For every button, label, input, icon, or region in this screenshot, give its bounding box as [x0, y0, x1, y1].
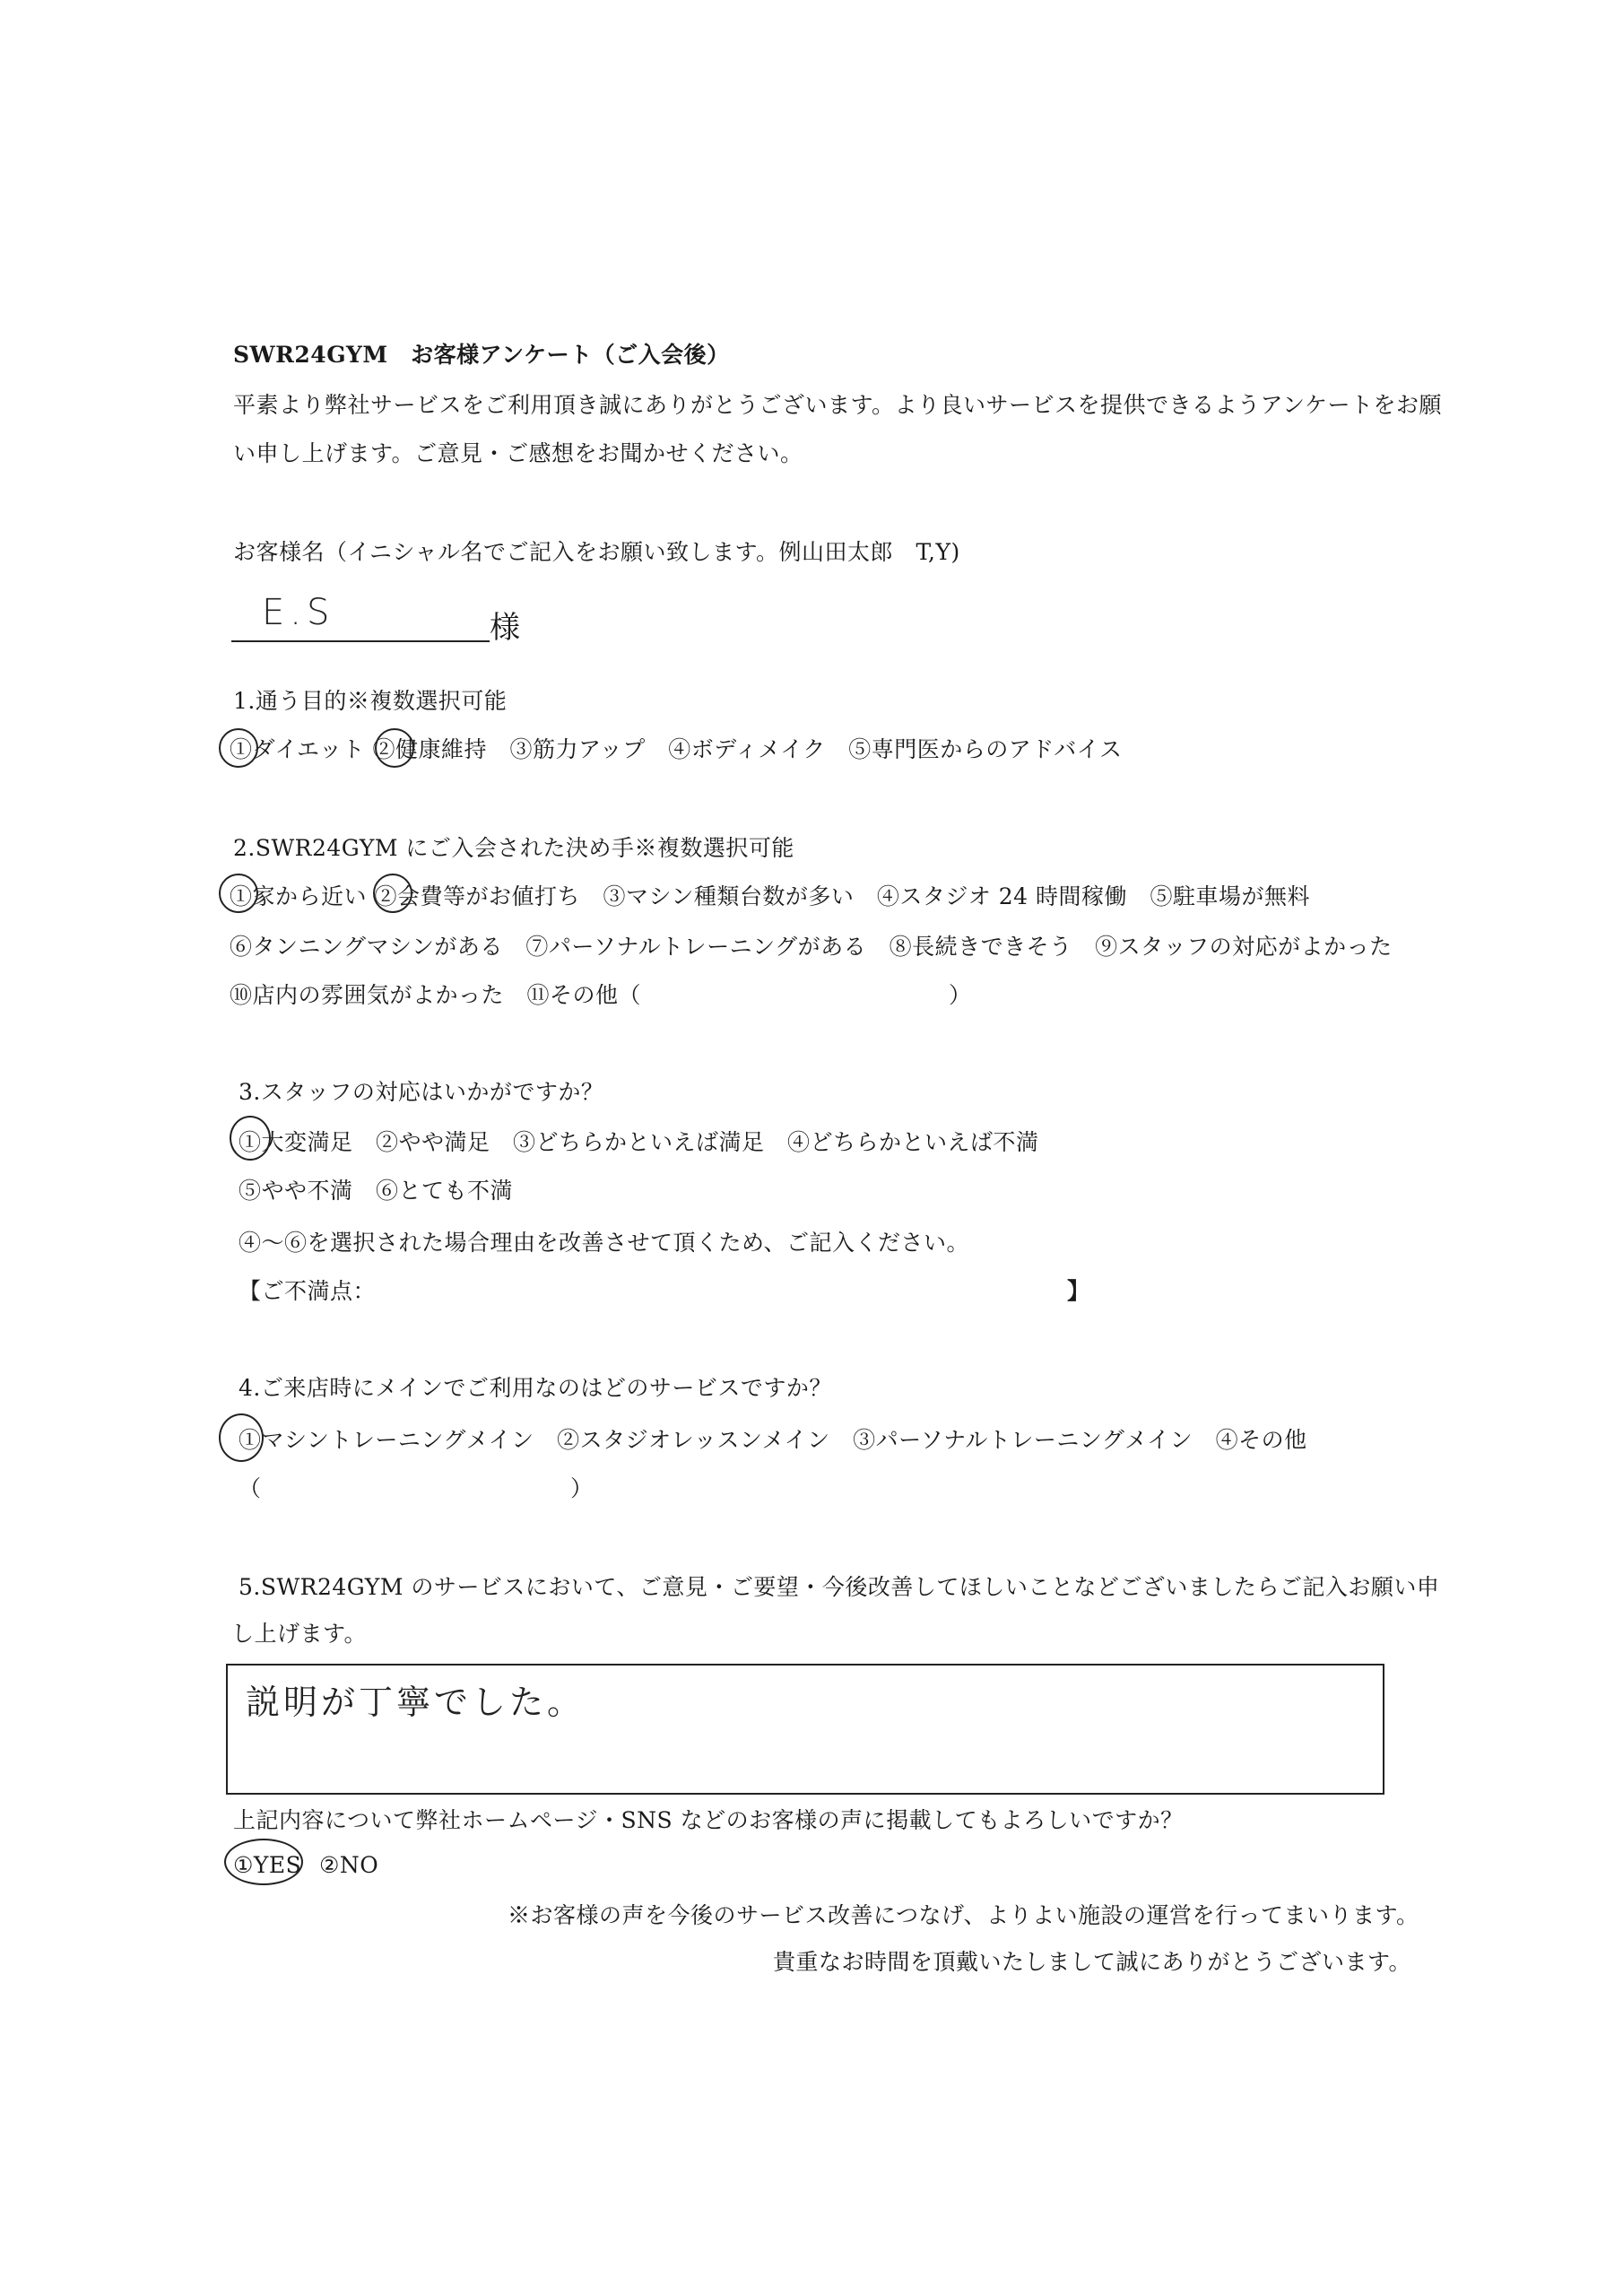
q1-selected-circle-2 [375, 728, 414, 768]
q3-complaint-open: 【ご不満点： [239, 1278, 377, 1304]
footer-line-1: ※お客様の声を今後のサービス改善につなげ、よりよい施設の運営を行ってまいります。 [508, 1902, 1419, 1928]
q1-selected-circle-1 [219, 728, 258, 768]
publish-yes-selected-circle [224, 1839, 303, 1885]
q2-options-line-2: ⑥タンニングマシンがある ⑦パーソナルトレーニングがある ⑧長続きできそう ⑨スタッフの対応がよかった [230, 934, 1393, 960]
q4-other-open-paren: （ [239, 1475, 262, 1501]
q5-answer-text: 説明が丁寧でした。 [246, 1683, 586, 1722]
q4-selected-circle [219, 1413, 264, 1462]
q2-question: 2.SWR24GYM にご入会された決め手※複数選択可能 [233, 835, 794, 861]
q3-question: 3.スタッフの対応はいかがですか？ [239, 1079, 604, 1105]
q3-complaint-close: 】 [1067, 1278, 1090, 1304]
q3-note: ④～⑥を選択された場合理由を改善させて頂くため、ご記入ください。 [239, 1230, 970, 1256]
form-title: SWR24GYM お客様アンケート（ご入会後） [233, 342, 730, 368]
q5-question-line-1: 5.SWR24GYM のサービスにおいて、ご意見・ご要望・今後改善してほしいことなどございましたらご記入お願い申 [239, 1574, 1440, 1600]
customer-name-suffix: 様 [490, 610, 521, 646]
q2-other-close-paren: ） [949, 982, 972, 1008]
publish-question: 上記内容について弊社ホームページ・SNS などのお客様の声に掲載してもよろしいですか？ [233, 1807, 1184, 1833]
footer-line-2: 貴重なお時間を頂戴いたしまして誠にありがとうございます。 [773, 1949, 1412, 1975]
q4-options: ①マシントレーニングメイン ②スタジオレッスンメイン ③パーソナルトレーニングメイン ④その他 [239, 1427, 1307, 1453]
q2-options-line-3: ⑩店内の雰囲気がよかった ⑪その他（ [230, 982, 642, 1008]
q1-question: 1.通う目的※複数選択可能 [233, 688, 508, 714]
q4-question: 4.ご来店時にメインでご利用なのはどのサービスですか？ [239, 1375, 832, 1401]
q5-answer-box[interactable] [226, 1664, 1384, 1795]
publish-no-option[interactable]: ②NO [319, 1852, 379, 1878]
intro-text-line-2: い申し上げます。ご意見・ご感想をお聞かせください。 [233, 440, 803, 466]
customer-name-value[interactable]: E.S [262, 592, 335, 633]
customer-name-underline [231, 640, 490, 642]
q3-options-line-1: ①大変満足 ②やや満足 ③どちらかといえば満足 ④どちらかといえば不満 [239, 1129, 1039, 1155]
q5-question-line-2: し上げます。 [231, 1621, 368, 1647]
customer-name-label: お客様名（イニシャル名でご記入をお願い致します。例山田太郎 T,Y) [233, 539, 960, 565]
q4-other-close-paren: ） [570, 1475, 594, 1501]
q2-options-line-1: ①家から近い ②会費等がお値打ち ③マシン種類台数が多い ④スタジオ 24 時間稼働 ⑤駐車場が無料 [230, 883, 1311, 909]
intro-text-line-1: 平素より弊社サービスをご利用頂き誠にありがとうございます。より良いサービスを提供できるようアンケートをお願 [233, 392, 1443, 418]
q3-options-line-2: ⑤やや不満 ⑥とても不満 [239, 1178, 514, 1204]
q3-selected-circle [230, 1116, 271, 1161]
q1-options: ①ダイエット ②健康維持 ③筋力アップ ④ボディメイク ⑤専門医からのアドバイス [230, 736, 1123, 762]
publish-yes-option[interactable]: ①YES [233, 1852, 302, 1878]
q2-selected-circle-2 [373, 874, 412, 913]
q2-selected-circle-1 [219, 874, 258, 913]
